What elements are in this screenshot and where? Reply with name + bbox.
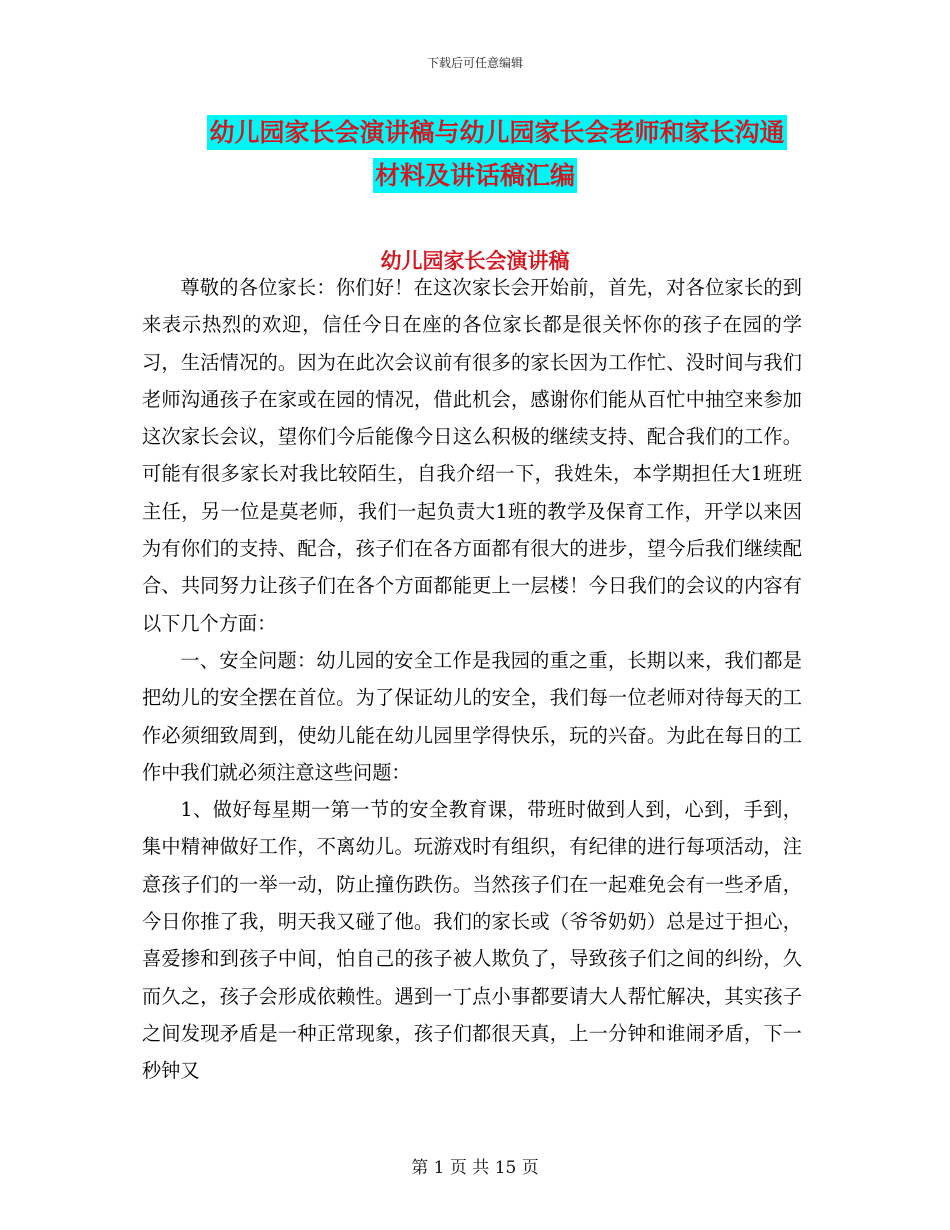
header-note: 下载后可任意编辑 bbox=[426, 56, 523, 70]
title-line-2-text: 材料及讲话稿汇编 bbox=[373, 158, 577, 193]
title-line-1-text: 幼儿园家长会演讲稿与幼儿园家长会老师和家长沟通 bbox=[207, 115, 786, 150]
paragraph-safety-intro: 一、安全问题：幼儿园的安全工作是我园的重之重，长期以来，我们都是把幼儿的安全摆在首位。为了保证幼儿的安全，我们每一位老师对待每天的工作必须细致周到，使幼儿能在幼儿园里学得快乐，玩的兴奋。为此在每日的工作中我们就必须注意这些问题： bbox=[142, 648, 802, 784]
body-text bbox=[142, 269, 802, 1090]
page-footer: 第 1 页 共 15 页 bbox=[411, 1158, 539, 1178]
paragraph-greeting: 尊敬的各位家长：你们好！在这次家长会开始前，首先，对各位家长的到来表示热烈的欢迎，信任今日在座的各位家长都是很关怀你的孩子在园的学习，生活情况的。因为在此次会议前有很多的家长因为工作忙、没时间与我们老师沟通孩子在家或在园的情况，借此机会，感谢你们能从百忙中抽空来参加这次家长会议，望你们今后能像今日这么积极的继续支持、配合我们的工作。 可能有很多家长对我比较陌生，自我介绍一下，我姓朱，本学期担任大1班班主任，另一位是莫老师，我们一起负责大1班的教学及保育工作，开学以来因为有你们的支持、配合，孩子们在各方面都有很大的进步，望今后我们继续配合、共同努力让孩子们在各个方面都能更上一层楼！今日我们的会议的内容有以下几个方面： bbox=[142, 276, 802, 635]
section-title: 幼儿园家长会演讲稿 bbox=[380, 249, 570, 273]
document-title-line-2 bbox=[0, 156, 950, 192]
document-title-line-1 bbox=[0, 113, 950, 149]
paragraph-safety-item-1: 1、做好每星期一第一节的安全教育课，带班时做到人到，心到，手到，集中精神做好工作，不离幼儿。玩游戏时有组织，有纪律的进行每项活动，注意孩子们的一举一动，防止撞伤跌伤。当然孩子们在一起难免会有一些矛盾，今日你推了我，明天我又碰了他。我们的家长或（爷爷奶奶）总是过于担心，喜爱掺和到孩子中间，怕自己的孩子被人欺负了，导致孩子们之间的纠纷，久而久之，孩子会形成依赖性。遇到一丁点小事都要请大人帮忙解决，其实孩子之间发现矛盾是一种正常现象，孩子们都很天真，上一分钟和谁闹矛盾，下一秒钟又 bbox=[142, 798, 802, 1083]
